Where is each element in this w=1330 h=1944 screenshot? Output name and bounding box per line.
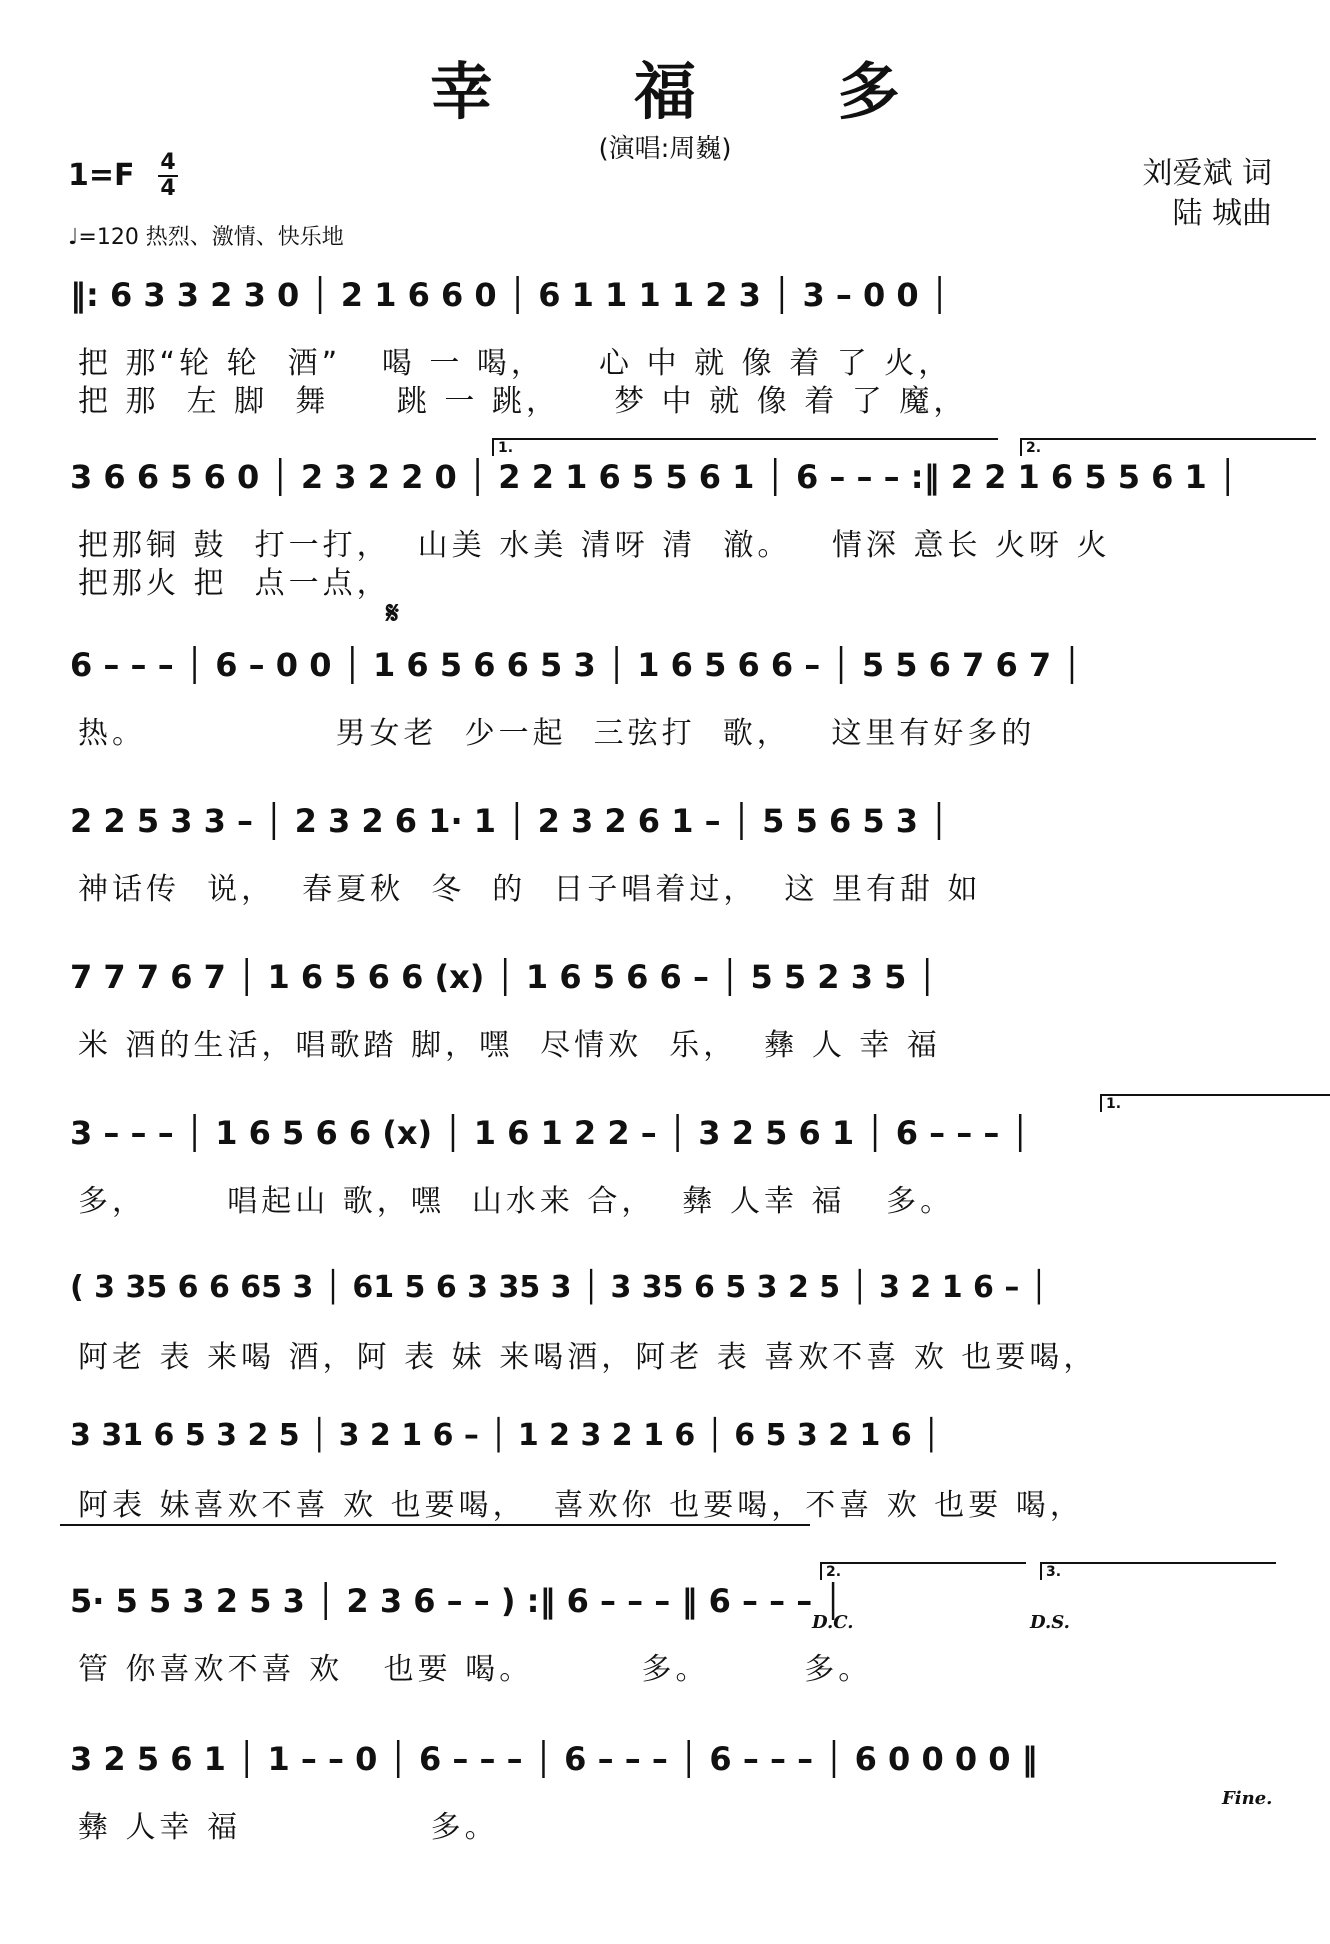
- lyric-verse-2: 把 那 左 脚 舞 跳 一 跳， 梦 中 就 像 着 了 魔，: [78, 384, 968, 419]
- notes-line: 3 – – – │ 1 6 5 6 6 (x) │ 1 6 1 2 2 – │ 3 2 5 6 1 │ 6 – – – │: [70, 1114, 1030, 1152]
- notes-line: 3 2 5 6 1 │ 1 – – 0 │ 6 – – – │ 6 – – – │ 6 – – – │ 6 0 0 0 0 ‖: [70, 1740, 1038, 1778]
- volta-first-ending: 1.: [492, 438, 998, 456]
- volta-second-ending: 2.: [1020, 438, 1316, 456]
- lyric-verse-1: 阿表 妹喜欢不喜 欢 也要喝， 喜欢你 也要喝，不喜 欢 也要 喝，: [78, 1488, 1084, 1523]
- notes-line: 3 6 6 5 6 0 │ 2 3 2 2 0 │ 2 2 1 6 5 5 6 1 │ 6 – – – :‖ 2 2 1 6 5 5 6 1 │: [70, 458, 1238, 496]
- lyric-verse-1: 多， 唱起山 歌，嘿 山水来 合， 彝 人幸 福 多。: [78, 1184, 955, 1219]
- fine-marking: Fine.: [1222, 1788, 1273, 1809]
- da-capo-marking: D.C.: [812, 1612, 854, 1633]
- lyricist-credit: 刘爱斌 词: [1142, 156, 1272, 191]
- lyric-verse-1: 热。 男女老 少一起 三弦打 歌， 这里有好多的: [78, 716, 1036, 751]
- notes-line: 6 – – – │ 6 – 0 0 │ 1 6 5 6 6 5 3 │ 1 6 5 6 6 – │ 5 5 6 7 6 7 │: [70, 646, 1082, 684]
- volta-first-ending: 1.: [1100, 1094, 1330, 1112]
- segno-sign: 𝄋: [386, 596, 399, 631]
- time-denominator: 4: [160, 176, 176, 201]
- lyric-verse-2: 把那火 把 点一点，: [78, 566, 391, 601]
- time-signature: [158, 152, 178, 200]
- repeat-span-line: [60, 1524, 810, 1526]
- volta-second-ending: 2.: [820, 1562, 1026, 1580]
- time-numerator: 4: [160, 150, 176, 175]
- key-signature: 1=F: [68, 158, 135, 193]
- song-title: 幸 福 多: [430, 55, 960, 128]
- lyric-verse-1: 把那铜 鼓 打一打， 山美 水美 清呀 清 澈。 情深 意长 火呀 火: [78, 528, 1111, 563]
- volta-third-ending: 3.: [1040, 1562, 1276, 1580]
- notes-line: ( 3 35 6 6 65 3 │ 61 5 6 3 35 3 │ 3 35 6 5 3 2 5 │ 3 2 1 6 – │: [70, 1270, 1048, 1305]
- staff-2: [60, 440, 1272, 658]
- lyric-verse-1: 阿老 表 来喝 酒，阿 表 妹 来喝酒，阿老 表 喜欢不喜 欢 也要喝，: [78, 1340, 1098, 1375]
- notes-line: ‖: 6 3 3 2 3 0 │ 2 1 6 6 0 │ 6 1 1 1 1 2 3 │ 3 – 0 0 │: [70, 276, 950, 314]
- lyric-verse-1: 神话传 说， 春夏秋 冬 的 日子唱着过， 这 里有甜 如: [78, 872, 982, 907]
- quarter-note-icon: ♩: [68, 225, 79, 250]
- singer-credit: (演唱:周巍): [598, 134, 732, 164]
- lyric-verse-1: 米 酒的生活，唱歌踏 脚，嘿 尽情欢 乐， 彝 人 幸 福: [78, 1028, 941, 1063]
- notes-line: 7 7 7 6 7 │ 1 6 5 6 6 (x) │ 1 6 5 6 6 – │ 5 5 2 3 5 │: [70, 958, 937, 996]
- lyric-verse-1: 把 那“轮 轮 酒” 喝 一 喝， 心 中 就 像 着 了 火，: [78, 346, 953, 381]
- lyric-verse-1: 管 你喜欢不喜 欢 也要 喝。 多。 多。: [78, 1652, 873, 1687]
- tempo-marking: [68, 220, 344, 251]
- lyric-verse-1: 彝 人幸 福 多。: [78, 1810, 499, 1845]
- dal-segno-marking: D.S.: [1030, 1612, 1070, 1633]
- staff-10: [60, 1730, 1272, 1940]
- notes-line: 5· 5 5 3 2 5 3 │ 2 3 6 – – ) :‖ 6 – – – ‖ 6 – – – │: [70, 1582, 843, 1620]
- notes-line: 2 2 5 3 3 – │ 2 3 2 6 1· 1 │ 2 3 2 6 1 – │ 5 5 6 5 3 │: [70, 802, 949, 840]
- tempo-text: =120 热烈、激情、快乐地: [78, 225, 344, 250]
- notes-line: 3 31 6 5 3 2 5 │ 3 2 1 6 – │ 1 2 3 2 1 6 │ 6 5 3 2 1 6 │: [70, 1418, 941, 1453]
- composer-credit: 陆 城曲: [1172, 196, 1272, 231]
